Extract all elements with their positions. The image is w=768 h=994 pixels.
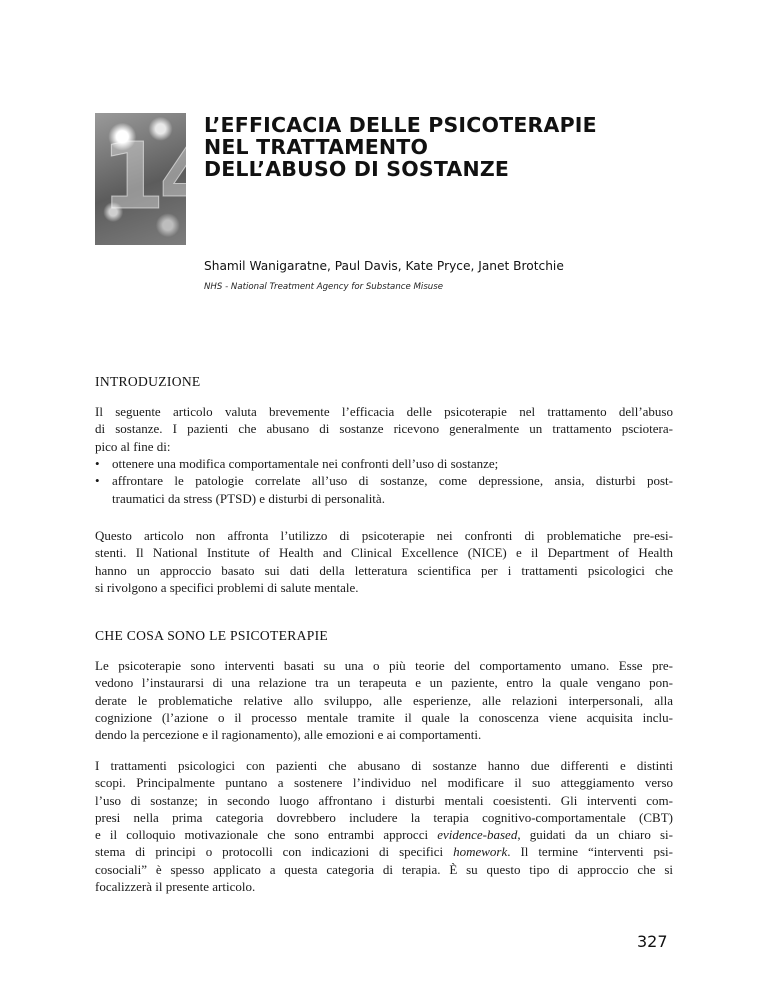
text-line (95, 843, 673, 860)
intro-paragraph-2 (95, 527, 673, 596)
chapter-number-image (95, 113, 218, 245)
text-line: dendo la percezione e il ragionamento), alle emozioni e ai comportamenti. (95, 727, 482, 743)
text-line: stenti. Il National Institute of Health and Clinical Excellence (NICE) e il Department of Health (95, 545, 673, 561)
text-line: focalizzerà il presente articolo. (95, 879, 256, 895)
text-run: stema di principi o protocolli con indicazioni di specifici (95, 844, 454, 860)
text-run: e il colloquio motivazionale che sono entrambi approcci (95, 827, 438, 843)
text-run: . Il termine “interventi psi- (507, 844, 674, 860)
text-line: I trattamenti psicologici con pazienti che abusano di sostanze hanno due differenti e distinti (95, 758, 673, 773)
bullet-symbol: • (95, 473, 100, 489)
chapter-title-line: DELL’ABUSO DI SOSTANZE (204, 157, 510, 181)
text-line: ottenere una modifica comportamentale nei confronti dell’uso di sostanze; (112, 456, 499, 471)
section-heading-what: CHE COSA SONO LE PSICOTERAPIE (95, 628, 329, 643)
text-line: vedono l’instaurarsi di una relazione tra un terapeuta e un paziente, entro la quale vengano pon- (95, 675, 673, 691)
text-line: derate le problematiche relative allo sviluppo, alle esperienze, alle relazioni interpersonali, alla (95, 692, 673, 708)
chapter-title-line: L’EFFICACIA DELLE PSICOTERAPIE (204, 113, 597, 137)
chapter-title (204, 114, 684, 180)
text-line: di sostanze. I pazienti che abusano di sostanze ricevono generalmente un trattamento psciotera- (95, 421, 673, 437)
page-number: 327 (637, 932, 668, 951)
text-line: traumatici da stress (PTSD) e disturbi di personalità. (112, 490, 385, 506)
text-line: affrontare le patologie correlate all’uso di sostanze, come depressione, ansia, disturbi post- (112, 473, 673, 489)
text-line: Questo articolo non affronta l’utilizzo di psicoterapie nei confronti di problematiche pre-esi- (95, 528, 673, 543)
text-line: hanno un approccio basato sui dati della letteratura scientifica per i trattamenti psicologici che (95, 562, 673, 578)
text-line: Le psicoterapie sono interventi basati su una o più teorie del comportamento umano. Esse pre- (95, 658, 673, 673)
section-heading-intro: INTRODUZIONE (95, 374, 201, 389)
bullet-item (95, 455, 673, 472)
bullet-symbol: • (95, 456, 100, 471)
text-line: cosociali” è spesso applicato a questa categoria di terapia. È su questo tipo di approccio che si (95, 861, 673, 877)
bullet-item (95, 472, 673, 507)
emphasis-evidence-based: evidence-based (437, 827, 518, 843)
text-line: pico al fine di: (95, 438, 171, 454)
intro-paragraph-1 (95, 403, 673, 455)
text-line: Il seguente articolo valuta brevemente l’efficacia delle psicoterapie nel trattamento dell’abuso (95, 404, 673, 419)
emphasis-homework: homework (453, 844, 508, 860)
chapter-title-line: NEL TRATTAMENTO (204, 135, 429, 159)
text-line: scopi. Principalmente puntano a sostenere l’individuo nel modificare il suo atteggiamento verso (95, 775, 673, 791)
what-paragraph-1 (95, 657, 673, 743)
bullet-list (95, 455, 673, 507)
text-line: cognizione (l’azione o il processo mentale tramite il quale la conoscenza viene acquisita inclu- (95, 709, 673, 725)
text-line: presi nella prima categoria dovrebbero includere la terapia cognitivo-comportamentale (CBT) (95, 809, 673, 825)
text-line: si rivolgono a specifici problemi di salute mentale. (95, 579, 359, 595)
text-line (95, 826, 673, 843)
authors: Shamil Wanigaratne, Paul Davis, Kate Pryce, Janet Brotchie (204, 259, 564, 273)
affiliation: NHS - National Treatment Agency for Substance Misuse (204, 282, 444, 292)
chapter-number: 14 (101, 123, 218, 230)
text-run: , guidati da un chiaro si- (517, 827, 673, 843)
text-line: l’uso di sostanze; in secondo luogo affrontano i disturbi mentali coesistenti. Gli interventi com- (95, 792, 673, 808)
what-paragraph-2 (95, 757, 673, 895)
